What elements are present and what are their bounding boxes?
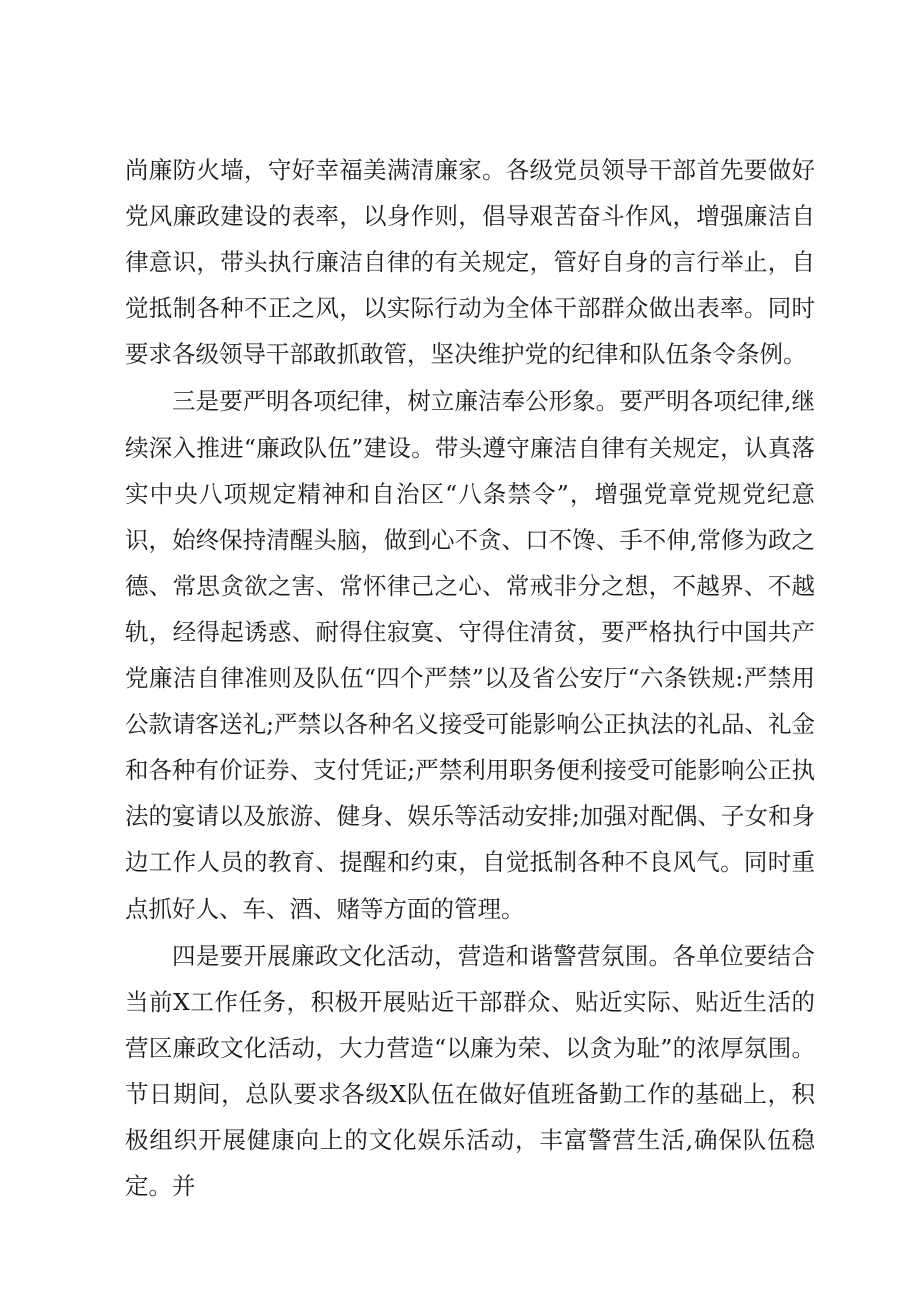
paragraph-point-four: 四是要开展廉政文化活动，营造和谐警营氛围。各单位要结合当前X工作任务，积极开展贴近干部群众、贴近实际、贴近生活的营区廉政文化活动，大力营造“以廉为荣、以贪为耻”的浓厚氛围。节日期间，总队要求各级X队伍在做好值班备勤工作的基础上，积极组织开展健康向上的文化娱乐活动，丰富警营生活,确保队伍稳定。并 (125, 941, 815, 1201)
document-body (125, 147, 815, 1209)
paragraph-continuation: 尚廉防火墙，守好幸福美满清廉家。各级党员领导干部首先要做好党风廉政建设的表率，以身作则，倡导艰苦奋斗作风，增强廉洁自律意识，带头执行廉洁自律的有关规定，管好自身的言行举止，自觉抵制各种不正之风，以实际行动为全体干部群众做出表率。同时要求各级领导干部敢抓敢管，坚决维护党的纪律和队伍条令条例。 (125, 156, 815, 369)
paragraph-point-three: 三是要严明各项纪律，树立廉洁奉公形象。要严明各项纪律,继续深入推进“廉政队伍”建设。带头遵守廉洁自律有关规定，认真落实中央八项规定精神和自治区“八条禁令”，增强党章党规党纪意识，始终保持清醒头脑，做到心不贪、口不馋、手不伸,常修为政之德、常思贪欲之害、常怀律己之心、常戒非分之想，不越界、不越轨，经得起诱惑、耐得住寂寞、守得住清贫，要严格执行中国共产党廉洁自律准则及队伍“四个严禁”以及省公安厅“六条铁规:严禁用公款请客送礼;严禁以各种名义接受可能影响公正执法的礼品、礼金和各种有价证券、支付凭证;严禁利用职务便利接受可能影响公正执法的宴请以及旅游、健身、娱乐等活动安排;加强对配偶、子女和身边工作人员的教育、提醒和约束，自觉抵制各种不良风气。同时重点抓好人、车、酒、赌等方面的管理。 (125, 387, 815, 923)
